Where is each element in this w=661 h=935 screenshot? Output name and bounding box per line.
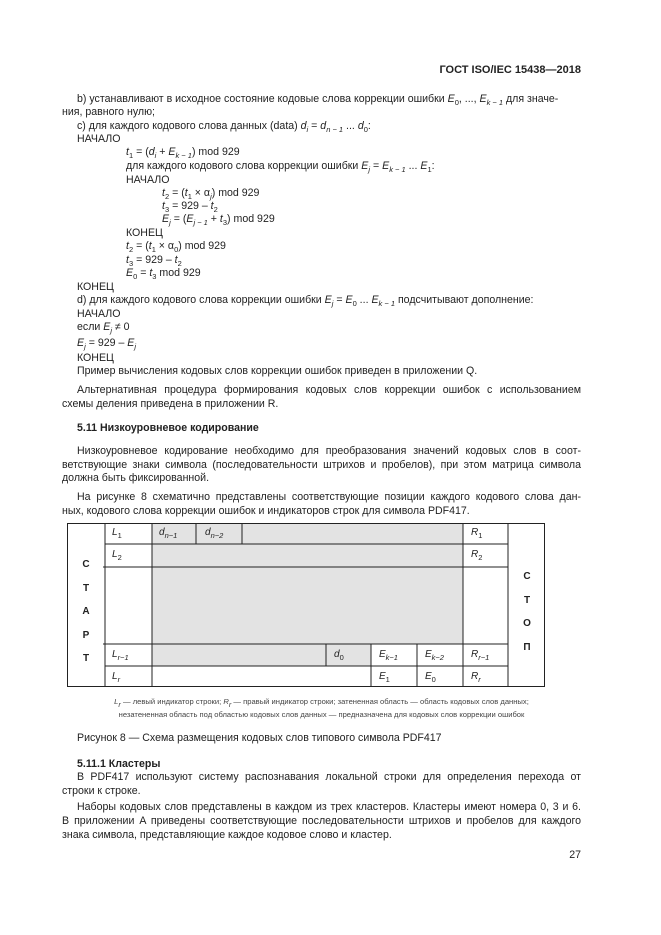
subscript: k−2 [431, 653, 444, 662]
start-letter: Р [82, 629, 90, 641]
subscript: 1 [117, 531, 122, 540]
cell-L1 [112, 527, 122, 540]
stop-letter: С [523, 571, 531, 582]
subscript: 1 [151, 245, 156, 254]
math-variable: R [471, 671, 479, 682]
document-header: ГОСТ ISO/IEC 15438—2018 [439, 64, 581, 76]
text-run: = 929 – [133, 254, 175, 266]
text-run: × α [155, 240, 175, 252]
math-variable: d [205, 527, 211, 538]
text-line [62, 505, 470, 518]
math-variable: t [126, 254, 129, 266]
text-run: + [156, 146, 169, 158]
subscript: r [228, 700, 232, 709]
subscript: r [118, 700, 121, 709]
math-variable: E [186, 213, 194, 225]
subscript: k − 1 [378, 299, 395, 308]
text-line [77, 352, 114, 365]
text-line [77, 491, 581, 504]
text-run: Пример вычисления кодовых слов коррекции ошибок приведен в приложении Q. [77, 365, 478, 377]
text-run: Наборы кодовых слов представлены в каждом из трех кластеров. Кластеры имеют номера 0, 3 и 6. [77, 801, 581, 813]
text-run: 5.11 Низкоуровневое кодирование [77, 422, 259, 434]
text-run: подсчитывают дополнение: [395, 294, 534, 306]
text-run: строки к строке. [62, 785, 141, 797]
subscript: r−1 [117, 653, 129, 662]
subscript: 0 [454, 98, 459, 107]
math-variable: E [324, 294, 332, 306]
subscript: n−1 [164, 531, 178, 540]
text-run: + [207, 213, 220, 225]
math-variable: d [334, 649, 340, 660]
page-number: 27 [569, 849, 581, 861]
text-run: : [367, 120, 371, 132]
math-variable: t [148, 240, 152, 252]
stop-letter: О [523, 618, 531, 629]
text-line [126, 160, 435, 176]
math-variable: R [471, 527, 479, 538]
text-run: = ( [133, 146, 149, 158]
text-run: ) mod 929 [178, 240, 226, 252]
math-variable: t [126, 146, 129, 158]
text-line [62, 459, 581, 472]
text-run: ) mod 929 [211, 187, 260, 199]
subscript: j − 1 [193, 218, 208, 227]
subscript: 0 [174, 245, 179, 254]
text-line [62, 398, 278, 411]
cell-R-r-1 [471, 649, 489, 662]
text-run: ния, равного нулю; [62, 106, 155, 118]
subscript: 0 [339, 653, 344, 662]
subscript: 1 [427, 165, 432, 174]
math-variable: E [77, 337, 85, 349]
text-run: ... [405, 160, 421, 172]
math-variable: R [471, 549, 479, 560]
cell-Rr [471, 671, 481, 684]
text-line [77, 281, 114, 294]
math-variable: L [112, 671, 118, 682]
start-letter: А [82, 606, 90, 617]
text-run: 5.11.1 Кластеры [77, 758, 161, 770]
math-variable: L [114, 697, 119, 706]
subscript: j [368, 165, 371, 174]
text-run: — правый индикатор строки; затененная область — область кодовых слов данных; [231, 697, 529, 706]
math-variable: E [379, 649, 386, 660]
subscript: j [331, 299, 334, 308]
pdf417-layout-figure [67, 523, 545, 687]
formula-line [162, 213, 275, 229]
subscript: 2 [128, 245, 134, 254]
subscript: n−2 [210, 531, 224, 540]
math-variable: t [162, 187, 165, 199]
subscript: 2 [164, 192, 170, 201]
math-variable: d [320, 120, 327, 132]
text-run: c) для каждого кодового слова данных (data) [77, 120, 301, 132]
text-run: b) устанавливают в исходное состояние кодовые слова коррекции ошибки [77, 93, 448, 105]
text-run: В приложении A приведены соответствующие последовательности штрихов и пробелов для каждого [62, 815, 581, 827]
cell-d-n-1 [159, 527, 177, 540]
text-run: ных, кодового слова коррекции ошибок и индикаторов строк для символа PDF417. [62, 505, 470, 517]
subscript: 0 [133, 272, 138, 281]
text-run: Низкоуровневое кодирование необходимо для преобразования значений кодовых слов в соот- [77, 445, 581, 457]
subscript: 1 [385, 675, 390, 684]
subscript: 1 [128, 151, 134, 160]
start-letter: Т [82, 653, 90, 664]
cell-E0 [425, 671, 436, 684]
math-variable: E [479, 93, 487, 105]
subscript: j [110, 326, 112, 335]
subscript: 2 [177, 259, 182, 268]
subscript: i [154, 151, 157, 160]
math-variable: d [357, 120, 364, 132]
text-run: d) для каждого кодового слова коррекции ошибки [77, 294, 325, 306]
text-run: схемы деления приведена в приложении R. [62, 398, 279, 410]
text-line [62, 815, 581, 828]
text-run: НАЧАЛО [126, 174, 170, 186]
cell-E-k-2 [425, 649, 444, 662]
math-variable: E [379, 671, 386, 682]
math-variable: E [127, 337, 135, 349]
math-variable: t [126, 240, 129, 252]
text-run: ветствующие знаки символа (последовательности штрихов и пробелов), при этом матрица символа [62, 459, 581, 471]
text-run: = ( [133, 240, 149, 252]
text-line [77, 133, 120, 146]
subscript: 2 [117, 553, 122, 562]
text-line [62, 829, 392, 842]
text-run: ≠ 0 [111, 321, 130, 333]
section-heading [77, 758, 160, 771]
text-line [77, 365, 477, 378]
text-run: = [308, 120, 321, 132]
text-run: для каждого кодового слова коррекции ошибки [126, 160, 362, 172]
subscript: 3 [128, 259, 134, 268]
text-run: НАЧАЛО [77, 133, 121, 145]
text-line [126, 174, 169, 187]
section-heading [77, 422, 259, 435]
math-variable: E [361, 160, 369, 172]
subscript: 0 [363, 125, 368, 134]
subscript: 2 [478, 553, 483, 562]
text-run: НАЧАЛО [77, 308, 121, 320]
subscript: 1 [478, 531, 483, 540]
subscript: j [210, 192, 212, 201]
text-run: Альтернативная процедура формирования кодовых слов коррекции ошибок с использованием [77, 384, 581, 396]
math-variable: t [174, 254, 178, 266]
text-run: : [431, 160, 435, 172]
text-run: = [333, 294, 346, 306]
figure-caption [77, 732, 442, 745]
math-variable: E [162, 213, 170, 225]
subscript: 0 [352, 299, 357, 308]
text-line [77, 120, 371, 136]
subscript: 3 [152, 272, 157, 281]
subscript: k − 1 [389, 165, 406, 174]
subscript: 3 [222, 218, 228, 227]
cell-R2 [471, 549, 482, 562]
text-run: mod 929 [156, 267, 201, 279]
subscript: k − 1 [486, 98, 504, 107]
stop-letter: П [523, 641, 531, 653]
subscript: n − 1 [326, 125, 344, 134]
text-run: = 929 – [169, 200, 211, 212]
text-run: = ( [169, 187, 185, 199]
subscript: i [306, 125, 309, 134]
text-line [77, 384, 581, 397]
subscript: j [134, 342, 137, 351]
text-run: = [137, 267, 150, 279]
subscript: r−1 [478, 653, 490, 662]
math-variable: R [471, 649, 479, 660]
math-variable: E [420, 160, 428, 172]
text-run: ... [343, 120, 358, 132]
math-variable: t [162, 200, 165, 212]
start-letter: С [82, 559, 90, 570]
text-run: = [370, 160, 383, 172]
subscript: r [117, 675, 121, 684]
math-variable: L [112, 549, 118, 560]
subscript: k − 1 [175, 151, 192, 160]
math-variable: d [148, 146, 155, 158]
stop-letter: Т [523, 594, 531, 606]
math-variable: R [223, 697, 229, 706]
math-variable: t [184, 187, 188, 199]
text-line [126, 227, 163, 240]
start-pattern-label [67, 553, 105, 671]
math-variable: L [112, 649, 118, 660]
figure-grid [67, 523, 545, 687]
cell-L-r-1 [112, 649, 129, 662]
text-run: × α [191, 187, 211, 199]
text-line [62, 106, 155, 119]
text-run: знака символа, представляющие каждое кодовое слово и кластер. [62, 829, 392, 841]
math-variable: E [425, 649, 432, 660]
text-run: КОНЕЦ [77, 352, 114, 364]
math-variable: t [219, 213, 223, 225]
text-run: На рисунке 8 схематично представлены соответствующие позиции каждого кодового слова дан- [77, 491, 581, 503]
subscript: 3 [164, 205, 170, 214]
text-line [77, 771, 581, 784]
text-line [77, 308, 120, 321]
text-run: ) mod 929 [191, 146, 240, 158]
cell-d0 [334, 649, 344, 662]
text-run: ) mod 929 [227, 213, 275, 225]
figure-note [62, 708, 581, 721]
math-variable: E [103, 321, 111, 333]
math-variable: E [425, 671, 432, 682]
text-run: КОНЕЦ [126, 227, 163, 239]
math-variable: t [210, 200, 214, 212]
start-letter: Т [82, 582, 90, 594]
math-variable: L [112, 527, 118, 538]
subscript: k−1 [385, 653, 398, 662]
subscript: 0 [431, 675, 436, 684]
formula-line [126, 267, 201, 283]
subscript: r [478, 675, 481, 684]
cell-R1 [471, 527, 482, 540]
text-run: = ( [170, 213, 187, 225]
math-variable: d [300, 120, 307, 132]
text-run: незатененная область под областью кодовых слов данных — предназначена для кодовых слов коррекции ошибок [118, 710, 525, 719]
math-variable: E [382, 160, 390, 172]
math-variable: E [447, 93, 455, 105]
text-line [62, 785, 141, 798]
math-variable: t [149, 267, 153, 279]
subscript: j [169, 218, 171, 227]
math-variable: E [168, 146, 176, 158]
stop-pattern-label [508, 565, 546, 659]
math-variable: E [126, 267, 134, 279]
math-variable: E [345, 294, 353, 306]
text-run: — левый индикатор строки; [120, 697, 224, 706]
cell-E1 [379, 671, 390, 684]
text-line [77, 801, 581, 814]
text-run: КОНЕЦ [77, 281, 114, 293]
text-line [77, 294, 534, 310]
text-run: В PDF417 используют систему распознавания локальной строки для определения перехода от [77, 771, 581, 783]
subscript: 2 [213, 205, 218, 214]
data-area-shading [152, 523, 463, 644]
text-run: , ..., [458, 93, 480, 105]
subscript: 1 [187, 192, 192, 201]
text-line [62, 472, 209, 485]
cell-L2 [112, 549, 122, 562]
text-run: для значе- [503, 93, 559, 105]
formula-line [77, 337, 136, 353]
cell-E-k-1 [379, 649, 398, 662]
cell-d-n-2 [205, 527, 223, 540]
text-run: должна быть фиксированной. [62, 472, 210, 484]
math-variable: E [371, 294, 379, 306]
cell-Lr [112, 671, 120, 684]
text-run: если [77, 321, 104, 333]
subscript: j [84, 342, 86, 351]
text-run: Рисунок 8 — Схема размещения кодовых слов типового символа PDF417 [77, 732, 442, 744]
text-line [77, 445, 581, 458]
text-run: = 929 – [85, 337, 128, 349]
math-variable: d [159, 527, 165, 538]
formula-line [77, 321, 130, 337]
text-run: ... [356, 294, 372, 306]
